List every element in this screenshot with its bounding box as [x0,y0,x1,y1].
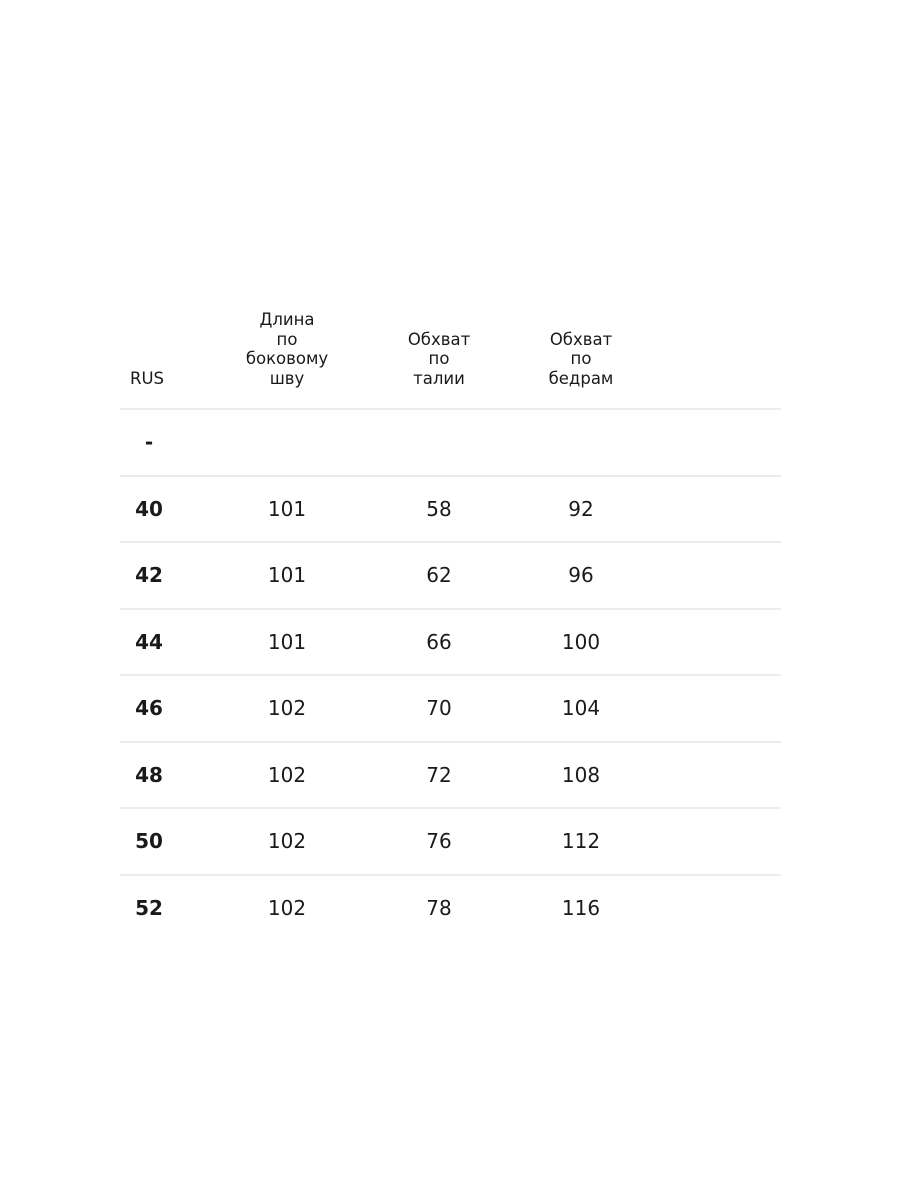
header-line: по [276,329,298,349]
header-line: по [428,349,450,368]
table-row [120,610,781,677]
hips-cell: 104 [561,696,601,721]
hips-cell: 112 [561,829,601,854]
side-seam-cell: 101 [267,563,307,588]
waist-cell: 66 [426,629,452,654]
size-chart-table [120,308,781,940]
header-line: Обхват [407,329,471,349]
side-seam-cell: 101 [267,629,307,654]
waist-cell: 76 [426,829,452,854]
size-cell: 52 [135,895,163,920]
side-seam-cell: 102 [267,762,307,787]
waist-cell: 70 [426,696,452,721]
size-cell: 42 [135,563,163,588]
header-rus-label: RUS [130,368,165,388]
table-row [120,676,781,743]
size-cell: 44 [135,629,163,654]
size-cell: - [144,430,154,455]
size-cell: 48 [135,762,163,787]
table-row [120,477,781,544]
header-rus [130,369,164,389]
size-cell: 50 [135,829,163,854]
size-cell: 40 [135,496,163,521]
table-row [120,410,781,477]
table-header-row [120,308,781,410]
side-seam-cell: 102 [267,696,307,721]
side-seam-cell: 102 [267,895,307,920]
header-line: Длина [259,310,315,329]
hips-cell: 108 [561,762,601,787]
header-waist [408,330,470,389]
hips-cell: 92 [568,496,594,521]
hips-cell: 96 [568,563,594,588]
waist-cell: 62 [426,563,452,588]
table-row [120,876,781,941]
header-line: боковому [245,349,329,368]
hips-cell: 116 [561,895,601,920]
table-row [120,543,781,610]
waist-cell: 78 [426,895,452,920]
side-seam-cell: 102 [267,829,307,854]
table-row [120,809,781,876]
header-hips [549,330,614,389]
hips-cell: 100 [561,629,601,654]
header-side-seam-length [246,310,328,388]
size-cell: 46 [135,696,163,721]
header-line: шву [269,368,305,388]
header-line: по [570,349,592,368]
header-line: Обхват [549,329,613,349]
header-line: бедрам [548,368,614,388]
header-line: талии [413,368,465,388]
waist-cell: 58 [426,496,452,521]
table-row [120,743,781,810]
waist-cell: 72 [426,762,452,787]
side-seam-cell: 101 [267,496,307,521]
